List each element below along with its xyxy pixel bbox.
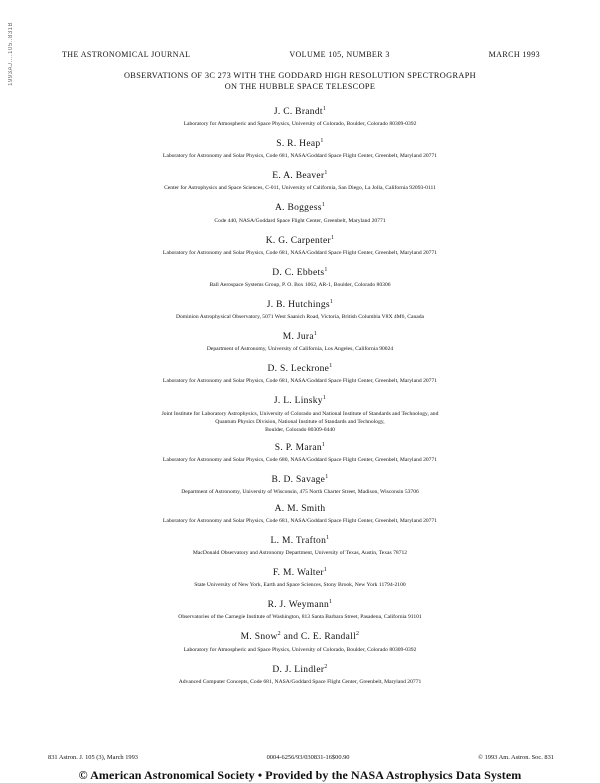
author-name-text: E. A. Beaver — [272, 171, 325, 182]
author-affiliation: Ball Aerospace Systems Group, P. O. Box 1062, AR-1, Boulder, Colorado 80306 — [209, 281, 391, 288]
author-name — [55, 103, 545, 118]
author-block — [55, 328, 545, 353]
footnote-marker: 1 — [313, 331, 318, 338]
footnote-marker: 2 — [356, 631, 360, 638]
footnote-marker: 1 — [329, 363, 333, 370]
author-name — [55, 661, 545, 676]
footnote-marker: 1 — [322, 395, 327, 402]
author-name — [55, 360, 545, 375]
author-name-text: S. R. Heap — [276, 139, 321, 150]
author-affiliation: Code 440, NASA/Goddard Space Flight Center, Greenbelt, Maryland 20771 — [214, 217, 386, 224]
footnote-marker: 1 — [326, 534, 330, 541]
author-name-text: F. M. Walter — [272, 568, 324, 579]
author-name — [55, 471, 545, 486]
author-name-text: J. B. Hutchings — [266, 300, 330, 311]
bibcode-stamp: 1993AJ....105..831B — [8, 22, 14, 86]
author-name-text: R. J. Weymann — [267, 600, 330, 611]
footnote-marker: 2 — [324, 663, 328, 670]
volume-number: VOLUME 105, NUMBER 3 — [289, 50, 390, 59]
author-affiliation: State University of New York, Earth and Space Sciences, Stony Brook, New York 11794-2100 — [194, 582, 406, 589]
author-name-text: J. L. Linsky — [273, 396, 323, 407]
ads-banner: © American Astronomical Society • Provided by the NASA Astrophysics Data System — [78, 768, 522, 782]
author-block — [55, 103, 545, 128]
author-name — [55, 564, 545, 579]
author-block — [55, 232, 545, 257]
journal-name: THE ASTRONOMICAL JOURNAL — [62, 50, 191, 59]
title-line-1: OBSERVATIONS OF 3C 273 WITH THE GODDARD HIGH RESOLUTION SPECTROGRAPH — [123, 71, 477, 80]
author-name — [55, 232, 545, 247]
footnote-marker: 1 — [322, 106, 327, 112]
author-affiliation: Observatories of the Carnegie Institute of Washington, 813 Santa Barbara Street, Pasadena, California 91101 — [178, 614, 422, 621]
author-name — [55, 135, 545, 150]
author-name-text: L. M. Trafton — [270, 536, 327, 547]
author-name — [55, 439, 545, 454]
footnote-marker: 1 — [320, 138, 324, 145]
author-affiliation: Advanced Computer Concepts, Code 681, NASA/Goddard Space Flight Center, Greenbelt, Maryland 20771 — [178, 678, 422, 685]
author-name-text: J. C. Brandt — [273, 107, 323, 118]
author-affiliation: Laboratory for Astronomy and Solar Physics, Code 681, NASA/Goddard Space Flight Center, Greenbelt, Maryland 20771 — [162, 517, 438, 524]
author-name-text: D. C. Ebbets — [272, 267, 325, 278]
footnote-marker: 2 — [277, 631, 281, 638]
author-affiliation: Joint Institute for Laboratory Astrophysics, University of Colorado and National Institute of Standards and Technology, and — [161, 410, 439, 417]
author-name — [55, 503, 545, 515]
author-name — [55, 264, 545, 279]
paper-title — [60, 70, 540, 92]
author-affiliation: Center for Astrophysics and Space Sciences, C-011, University of California, San Diego, La Jolla, California 92093-0111 — [164, 185, 436, 192]
author-affiliation: Laboratory for Atmospheric and Space Physics, University of Colorado, Boulder, Colorado 80309-0392 — [183, 646, 417, 653]
author-name-text: K. G. Carpenter — [265, 235, 331, 246]
author-name — [55, 628, 545, 643]
footnote-marker: 1 — [321, 202, 326, 209]
author-name — [55, 199, 545, 214]
author-name-text: A. M. Smith — [274, 503, 326, 514]
author-block — [55, 628, 545, 653]
author-name-text: and C. E. Randall — [283, 632, 357, 643]
author-name — [55, 392, 545, 407]
footnote-marker: 1 — [321, 441, 326, 448]
author-block — [55, 199, 545, 224]
author-name-text: B. D. Savage — [271, 474, 326, 485]
author-block — [55, 503, 545, 525]
author-block — [55, 167, 545, 192]
author-name-text: M. Snow — [240, 632, 278, 643]
footer-issn: 0004-6256/93/030831-16$00.90 — [266, 754, 350, 761]
footer-copyright: © 1993 Am. Astron. Soc. 831 — [478, 754, 554, 761]
running-head — [62, 50, 540, 59]
footer-citation: 831 Astron. J. 105 (3), March 1993 — [48, 754, 138, 761]
author-block — [55, 264, 545, 289]
author-affiliation: Boulder, Colorado 80309-0440 — [265, 426, 335, 433]
author-name-text: D. J. Lindler — [272, 664, 325, 675]
author-name — [55, 328, 545, 343]
author-affiliation: Laboratory for Atmospheric and Space Physics, University of Colorado, Boulder, Colorado 80309-0392 — [183, 121, 417, 128]
author-block — [55, 360, 545, 385]
author-block — [55, 532, 545, 557]
author-block — [55, 596, 545, 621]
author-affiliation: Laboratory for Astronomy and Solar Physics, Code 680, NASA/Goddard Space Flight Center, Greenbelt, Maryland 20771 — [162, 456, 438, 463]
author-affiliation: Department of Astronomy, University of Wisconsin, 475 North Charter Street, Madison, Wisconsin 53706 — [181, 488, 419, 495]
title-line-2: ON THE HUBBLE SPACE TELESCOPE — [224, 82, 376, 91]
author-block — [55, 471, 545, 496]
author-name-text: A. Boggess — [274, 203, 322, 214]
author-name — [55, 167, 545, 182]
author-affiliation: Dominion Astrophysical Observatory, 5071 West Saanich Road, Victoria, British Columbia V8X 4M6, Canada — [175, 314, 425, 321]
footnote-marker: 1 — [330, 234, 335, 241]
author-name-text: S. P. Maran — [274, 442, 322, 453]
footnote-marker: 1 — [323, 567, 328, 574]
footnote-marker: 1 — [329, 298, 334, 305]
footnote-marker: 1 — [324, 170, 328, 177]
author-block — [55, 661, 545, 686]
footnote-marker: 1 — [329, 599, 333, 606]
author-name — [55, 532, 545, 547]
author-name-text: M. Jura — [282, 332, 314, 343]
author-name-text: D. S. Leckrone — [267, 364, 330, 375]
issue-date: MARCH 1993 — [488, 50, 540, 59]
footnote-marker: 1 — [324, 266, 328, 273]
author-affiliation: Quantum Physics Division, National Institute of Standards and Technology, — [215, 418, 385, 425]
author-block — [55, 135, 545, 160]
author-affiliation: Department of Astronomy, University of California, Los Angeles, California 90024 — [206, 346, 394, 353]
author-block — [55, 564, 545, 589]
author-name — [55, 296, 545, 311]
page-footer — [48, 754, 554, 761]
author-affiliation: Laboratory for Astronomy and Solar Physics, Code 681, NASA/Goddard Space Flight Center, Greenbelt, Maryland 20771 — [162, 153, 438, 160]
author-block — [55, 392, 545, 433]
author-affiliation: Laboratory for Astronomy and Solar Physics, Code 681, NASA/Goddard Space Flight Center, Greenbelt, Maryland 20771 — [162, 249, 438, 256]
author-affiliation: Laboratory for Astronomy and Solar Physics, Code 681, NASA/Goddard Space Flight Center, Greenbelt, Maryland 20771 — [162, 378, 438, 385]
footnote-marker: 1 — [325, 473, 329, 480]
author-block — [55, 296, 545, 321]
author-affiliation: MacDonald Observatory and Astronomy Department, University of Texas, Austin, Texas 78712 — [192, 550, 408, 557]
author-name — [55, 596, 545, 611]
author-block — [55, 439, 545, 464]
author-list — [55, 103, 545, 686]
